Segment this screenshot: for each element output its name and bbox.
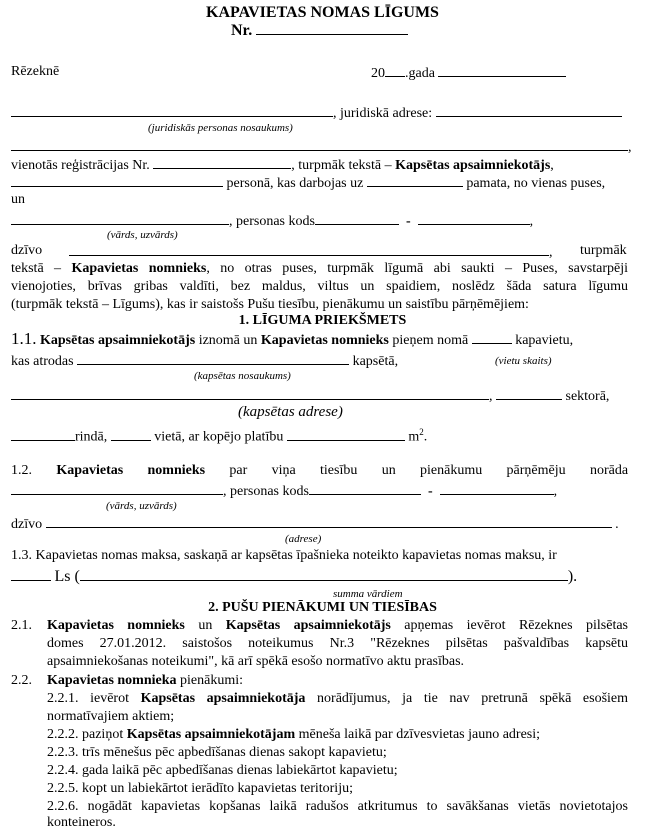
parties-para-3: (turpmāk tekstā – Līgums), kas ir saistošs Pušu tiesību, pienākumu un saistību pārņēmējiem:: [11, 297, 529, 312]
clause-1-2: 1.2. Kapavietas nomnieks par viņa tiesību un pienākumu pārņēmēju norāda: [11, 463, 629, 478]
tenant-name-field[interactable]: [11, 212, 229, 225]
lives-label: dzīvo: [11, 243, 43, 258]
item-2-2-4: 2.2.4. gada laikā pēc apbedīšanas dienas labiekārtot kapavietu;: [47, 763, 398, 778]
and-label: un: [11, 192, 25, 207]
nr-label: Nr.: [231, 22, 253, 39]
cemetery-address-hint: (kapsētas adrese): [238, 404, 343, 420]
clause-2-1-line-2: domes 27.01.2012. saistošos noteikumus Nr.3 "Rēzeknes pilsētas pašvaldības kapsētu: [47, 636, 628, 651]
cemetery-name-field[interactable]: [77, 352, 349, 365]
cemetery-address-field[interactable]: [11, 387, 489, 400]
basis-field[interactable]: [367, 174, 463, 187]
successor-line: , personas kods - ,: [11, 482, 557, 500]
legal-entity-line: , juridiskā adrese:: [11, 104, 622, 122]
clause-1-1: 1.1. Kapsētas apsaimniekotājs iznomā un Kapavietas nomnieks pieņem nomā kapavietu,: [11, 329, 574, 348]
item-2-2-1-cont: normatīvajiem aktiem;: [47, 709, 175, 724]
clause-2-2-title: Kapavietas nomnieka pienākumi:: [47, 673, 244, 688]
successor-name-hint: (vārds, uzvārds): [106, 500, 177, 512]
legal-name-hint: (juridiskās personas nosaukums): [148, 122, 293, 134]
section-2-heading: 2. PUŠU PIENĀKUMI UN TIESĪBAS: [208, 600, 437, 615]
contract-number-field[interactable]: [256, 22, 408, 35]
places-hint: (vietu skaits): [495, 355, 552, 367]
successor-address-field[interactable]: [46, 515, 612, 528]
item-2-2-6: 2.2.6. nogādāt kapavietas kopšanas laikā radušos atkritumus to savākšanas vietās novietotajos: [47, 799, 628, 814]
item-2-2-5: 2.2.5. kopt un labiekārtot ierādīto kapavietas teritoriju;: [47, 781, 353, 796]
reg-line: vienotās reģistrācijas Nr. , turpmāk tekstā – Kapsētas apsaimniekotājs,: [11, 158, 554, 173]
person-line: personā, kas darbojas uz pamata, no vienas puses,: [11, 174, 605, 192]
legal-entity-name-field[interactable]: [11, 104, 333, 117]
representative-field[interactable]: [11, 174, 223, 187]
tenant-address-field-row: ,: [69, 243, 553, 261]
clause-2-2-num: 2.2.: [11, 673, 32, 688]
address-hint: (adrese): [285, 533, 322, 545]
person-code-field-1[interactable]: [315, 212, 399, 225]
successor-lives-line: dzīvo .: [11, 517, 619, 532]
price-field[interactable]: [11, 568, 51, 581]
cemetery-name-hint: (kapsētas nosaukums): [194, 370, 291, 382]
parties-para-2: vienojoties, brīvas gribas valdīti, bez maldus, viltus un spaidiem, noslēdz šāda satura līgumu: [11, 279, 628, 294]
tenant-line: , personas kods - ,: [11, 212, 533, 230]
contract-title: KAPAVIETAS NOMAS LĪGUMS: [206, 4, 439, 21]
successor-code-field-2[interactable]: [440, 482, 554, 495]
section-1-heading: 1. LĪGUMA PRIEKŠMETS: [238, 313, 407, 328]
area-field[interactable]: [287, 428, 405, 441]
successor-code-field-1[interactable]: [309, 482, 421, 495]
successor-name-field[interactable]: [11, 482, 223, 495]
place-field[interactable]: [111, 428, 151, 441]
clause-2-1-line-1: Kapavietas nomnieks un Kapsētas apsaimniekotājs apņemas ievērot Rēzeknes pilsētas: [47, 618, 629, 633]
located-line: kas atrodas kapsētā,: [11, 354, 399, 369]
row-place-line: rindā, vietā, ar kopējo platību $m^2$.: [11, 424, 427, 446]
sector-field[interactable]: [496, 387, 562, 400]
legal-address-field-2[interactable]: [11, 138, 628, 151]
clause-2-1-line-3: apsaimniekošanas noteikumi", kā arī spēkā esošo normatīvo aktu prasības.: [47, 654, 465, 669]
legal-address-field[interactable]: [436, 104, 622, 117]
item-2-2-1: 2.2.1. ievērot Kapsētas apsaimniekotāja norādījumus, ja tie nav pretrunā spēkā esošiem: [47, 691, 629, 706]
place-label: Rēzeknē: [11, 64, 60, 79]
tenant-address-field[interactable]: [69, 243, 549, 256]
parties-para-1: tekstā – Kapavietas nomnieks, no otras puses, turpmāk līgumā abi saukti – Puses, savstarpēji: [11, 261, 629, 276]
clause-1-3: 1.3. Kapavietas nomas maksa, saskaņā ar kapsētas īpašnieka noteikto kapavietas nomas maksu, ir: [11, 548, 557, 563]
name-hint: (vārds, uzvārds): [107, 229, 178, 241]
price-words-field[interactable]: [80, 568, 568, 581]
places-count-field[interactable]: [472, 331, 512, 344]
further-label: turpmāk: [580, 243, 627, 258]
legal-address-cont: ,: [11, 138, 632, 156]
item-2-2-6-cont: konteineros.: [47, 815, 116, 830]
row-field[interactable]: [11, 428, 75, 441]
item-2-2-3: 2.2.3. trīs mēnešus pēc apbedīšanas dienas sakopt kapavietu;: [47, 745, 387, 760]
reg-number-field[interactable]: [153, 156, 291, 169]
contract-number: [231, 22, 408, 40]
item-2-2-2: 2.2.2. paziņot Kapsētas apsaimniekotājam mēneša laikā par dzīvesvietas jauno adresi;: [47, 727, 541, 742]
date-line: 20 .gada: [371, 64, 566, 82]
year-field[interactable]: [385, 64, 405, 77]
sector-line: , sektorā,: [11, 387, 609, 405]
date-field[interactable]: [438, 64, 566, 77]
price-line: Ls ( ).: [11, 568, 577, 586]
person-code-field-2[interactable]: [418, 212, 530, 225]
sum-hint: summa vārdiem: [333, 588, 403, 600]
clause-2-1-num: 2.1.: [11, 618, 32, 633]
